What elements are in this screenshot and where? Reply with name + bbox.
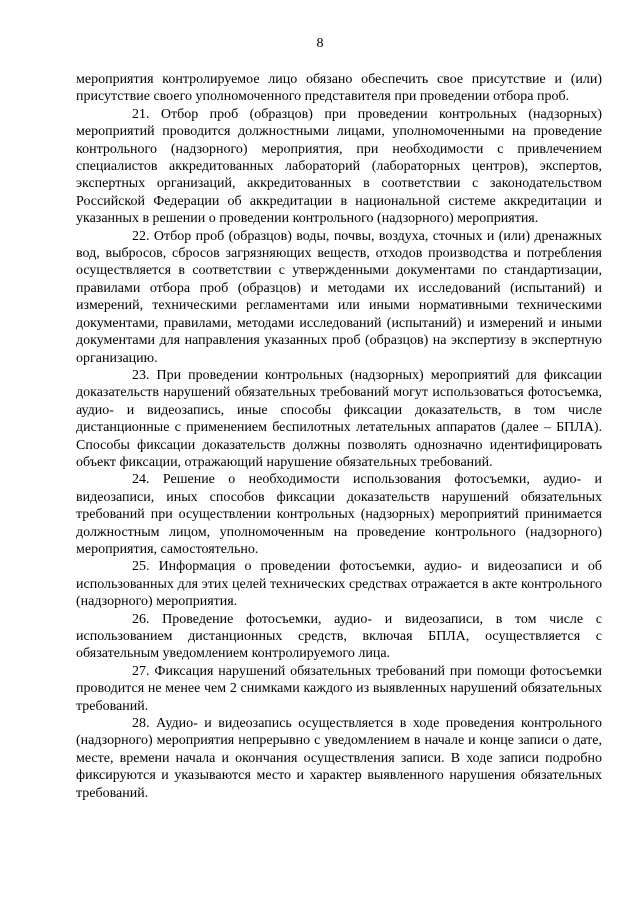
paragraph-26: 26. Проведение фотосъемки, аудио- и видеозаписи, в том числе с использованием дистанционных средств, включая БПЛА, осуществляется с обязательным уведомлением контролируемого лица. (76, 611, 602, 662)
paragraph-21: 21. Отбор проб (образцов) при проведении контрольных (надзорных) мероприятий проводится должностными лицами, уполномоченными на проведение контрольного (надзорного) мероприятия, при необходимости с привлечением специалистов аккредитованных лабораторий (лабораторных центров), экспертов, экспертных организаций, аккредитованных в соответствии с законодательством Российской Федерации об аккредитации в национальной системе аккредитации и указанных в решении о проведении контрольного (надзорного) мероприятия. (76, 106, 602, 227)
paragraph-continuation: мероприятия контролируемое лицо обязано обеспечить свое присутствие и (или) присутствие своего уполномоченного представителя при проведении отбора проб. (76, 72, 602, 105)
paragraph-25: 25. Информация о проведении фотосъемки, аудио- и видеозаписи и об использованных для этих целей технических средствах отражается в акте контрольного (надзорного) мероприятия. (76, 559, 602, 610)
paragraph-22: 22. Отбор проб (образцов) воды, почвы, воздуха, сточных и (или) дренажных вод, выбросов, сбросов загрязняющих веществ, отходов производства и потребления осуществляется в соответствии с утвержденными документами по стандартизации, правилами отбора проб (образцов) и методами их исследований (испытаний) и измерений, техническими регламентами или иными нормативными техническими документами, правилами, методами исследований (испытаний) и измерений и иными документами для направления указанных проб (образцов) на экспертизу в экспертную организацию. (76, 228, 602, 366)
paragraph-23: 23. При проведении контрольных (надзорных) мероприятий для фиксации доказательств нарушений обязательных требований могут использоваться фотосъемка, аудио- и видеозапись, иные способы фиксации доказательств, в том числе дистанционные с применением беспилотных летательных аппаратов (далее – БПЛА). Способы фиксации доказательств должны позволять однозначно идентифицировать объект фиксации, отражающий нарушение обязательных требований. (76, 367, 602, 470)
document-body (76, 71, 602, 802)
paragraph-27: 27. Фиксация нарушений обязательных требований при помощи фотосъемки проводится не менее чем 2 снимками каждого из выявленных нарушений обязательных требований. (76, 663, 602, 714)
paragraph-28: 28. Аудио- и видеозапись осуществляется в ходе проведения контрольного (надзорного) мероприятия непрерывно с уведомлением в начале и конце записи о дате, месте, времени начала и окончания осуществления записи. В ходе записи подробно фиксируются и указываются место и характер выявленного нарушения обязательных требований. (76, 716, 602, 801)
paragraph-24: 24. Решение о необходимости использования фотосъемки, аудио- и видеозаписи, иных способов фиксации доказательств нарушений обязательных требований при осуществлении контрольных (надзорных) мероприятий принимается должностным лицом, уполномоченным на проведение контрольного (надзорного) мероприятия, самостоятельно. (76, 472, 602, 557)
page-number: 8 (316, 36, 324, 51)
